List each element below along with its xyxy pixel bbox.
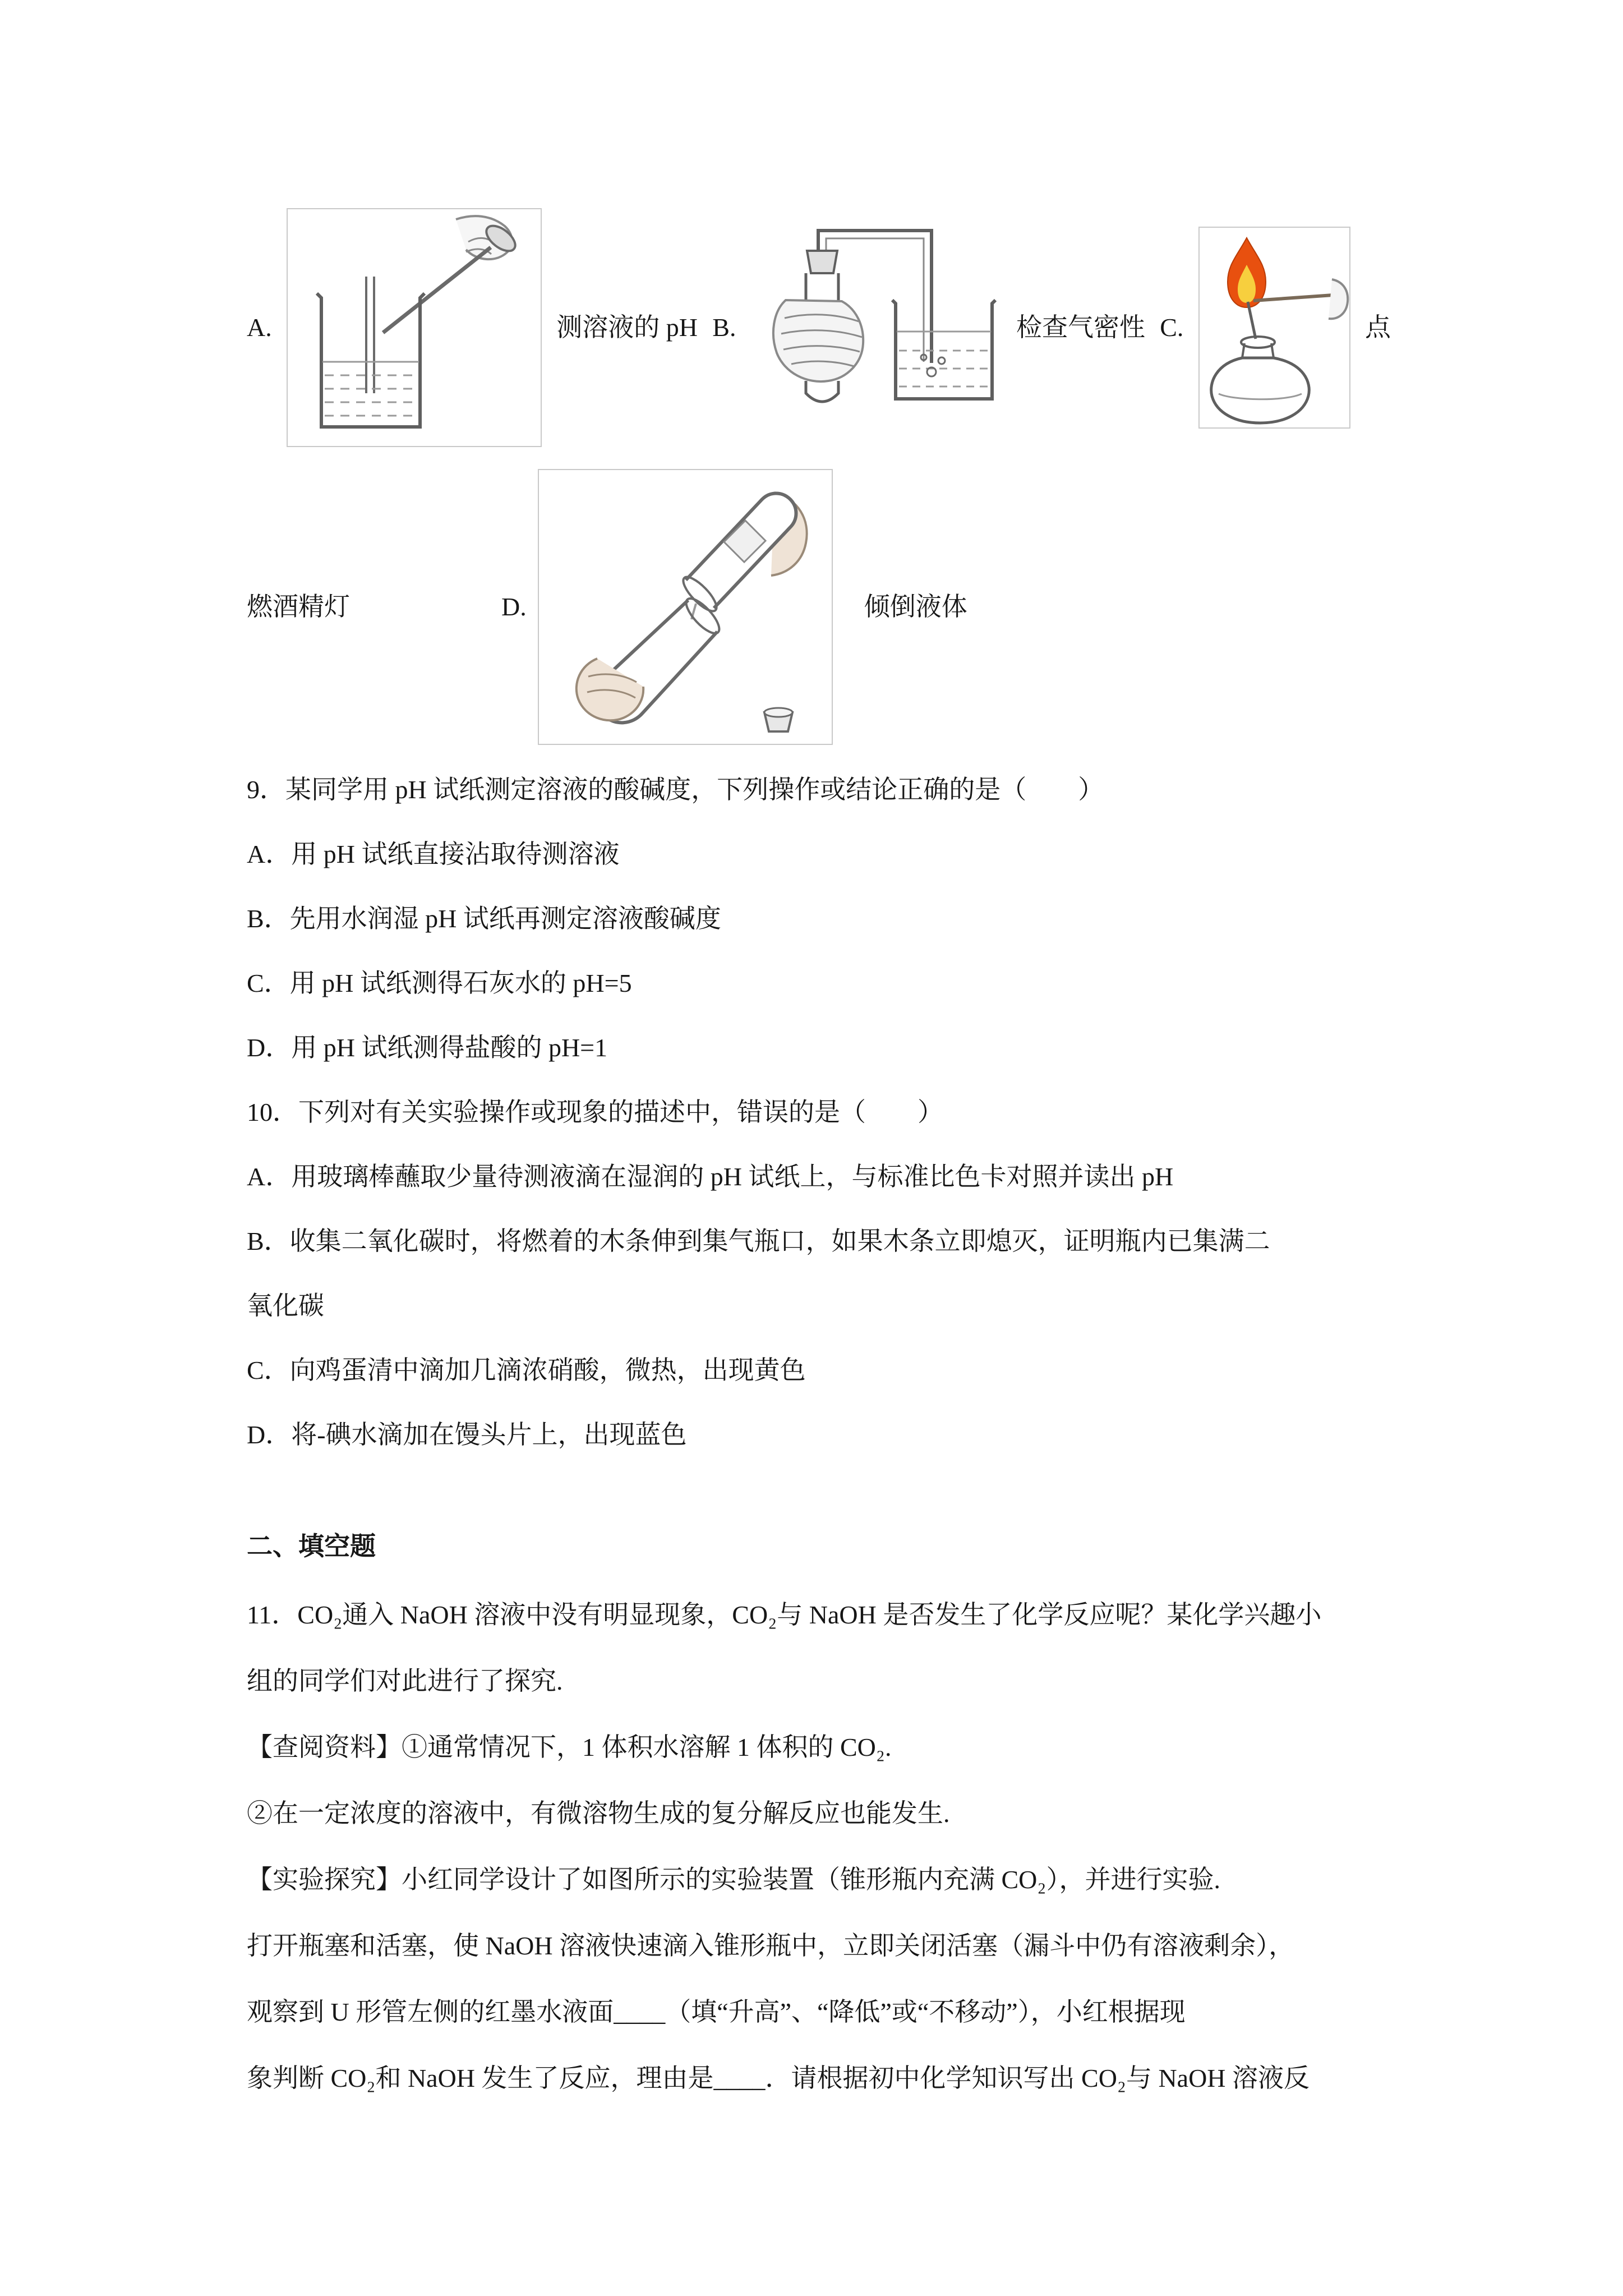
figure-c-image [1198,227,1350,429]
q11-line-6: 打开瓶塞和活塞，使 NaOH 溶液快速滴入锥形瓶中，立即关闭活塞（漏斗中仍有溶液剩余）， [247,1931,1295,1960]
figure-b-image [751,222,1002,434]
q9-option-a: A．用 pH 试纸直接沾取待测溶液 [247,840,620,868]
ph-test-beaker-icon [288,209,541,446]
q10-option-d: D．将-碘水滴加在馒头片上，出现蓝色 [247,1420,687,1449]
gas-tightness-check-icon [751,222,1002,434]
q9-option-d: D．用 pH 试纸测得盐酸的 pH=1 [247,1033,608,1062]
figure-d-caption: 倾倒液体 [864,592,967,621]
figure-row-d [247,469,1391,745]
figure-d-label: D. [501,592,527,621]
q11-line-4: ②在一定浓度的溶液中，有微溶物生成的复分解反应也能发生. [247,1799,950,1828]
q11-line-8: 象判断 CO₂和 NaOH 发生了反应，理由是____．请根据初中化学知识写出 CO₂与 NaOH 溶液反 [247,2064,1310,2092]
figure-b-caption: 检查气密性 [1016,313,1145,342]
figure-c-label: C. [1160,313,1184,342]
q9-option-b: B．先用水润湿 pH 试纸再测定溶液酸碱度 [247,904,721,933]
q9-option-c: C．用 pH 试纸测得石灰水的 pH=5 [247,969,632,997]
q11-line-7: 观察到 U 形管左侧的红墨水液面____（填“升高”、“降低”或“不移动”），小红根据现 [247,1998,1186,2026]
question-10 [247,1080,1391,1467]
question-9 [247,757,1391,1080]
figure-c-caption-start: 点 [1364,313,1391,342]
q11-line-2: 组的同学们对此进行了探究. [247,1667,563,1695]
alcohol-lamp-lighting-icon [1200,228,1349,427]
q10-option-b-line1: B．收集二氧化碳时，将燃着的木条伸到集气瓶口，如果木条立即熄灭，证明瓶内已集满二 [247,1227,1270,1255]
question-11 [247,1582,1391,2111]
q10-option-c: C．向鸡蛋清中滴加几滴浓硝酸，微热，出现黄色 [247,1356,806,1384]
figure-d-image [538,469,833,745]
q11-line-3: 【查阅资料】①通常情况下，1 体积水溶解 1 体积的 CO₂. [247,1733,892,1761]
section-2-title: 二、填空题 [247,1531,376,1561]
q10-option-a: A．用玻璃棒蘸取少量待测液滴在湿润的 pH 试纸上，与标准比色卡对照并读出 pH [247,1162,1174,1191]
figure-row-abc [247,208,1391,447]
q11-line-5: 【实验探究】小红同学设计了如图所示的实验装置（锥形瓶内充满 CO₂），并进行实验. [247,1865,1220,1894]
figure-a-image [287,208,542,447]
figure-a-label: A. [247,313,272,342]
figure-c-caption-end: 燃酒精灯 [247,592,350,621]
figure-b-label: B. [712,313,736,342]
figure-a-caption: 测溶液的 pH [556,313,698,342]
q10-option-b-line2: 氧化碳 [247,1291,324,1320]
q9-stem: 9．某同学用 pH 试纸测定溶液的酸碱度，下列操作或结论正确的是（ ） [247,775,1104,804]
pouring-liquid-icon [539,470,832,744]
q11-line-1: 11．CO₂通入 NaOH 溶液中没有明显现象，CO₂与 NaOH 是否发生了化学反应呢？某化学兴趣小 [247,1600,1322,1629]
q10-stem: 10．下列对有关实验操作或现象的描述中，错误的是（ ） [247,1098,943,1126]
